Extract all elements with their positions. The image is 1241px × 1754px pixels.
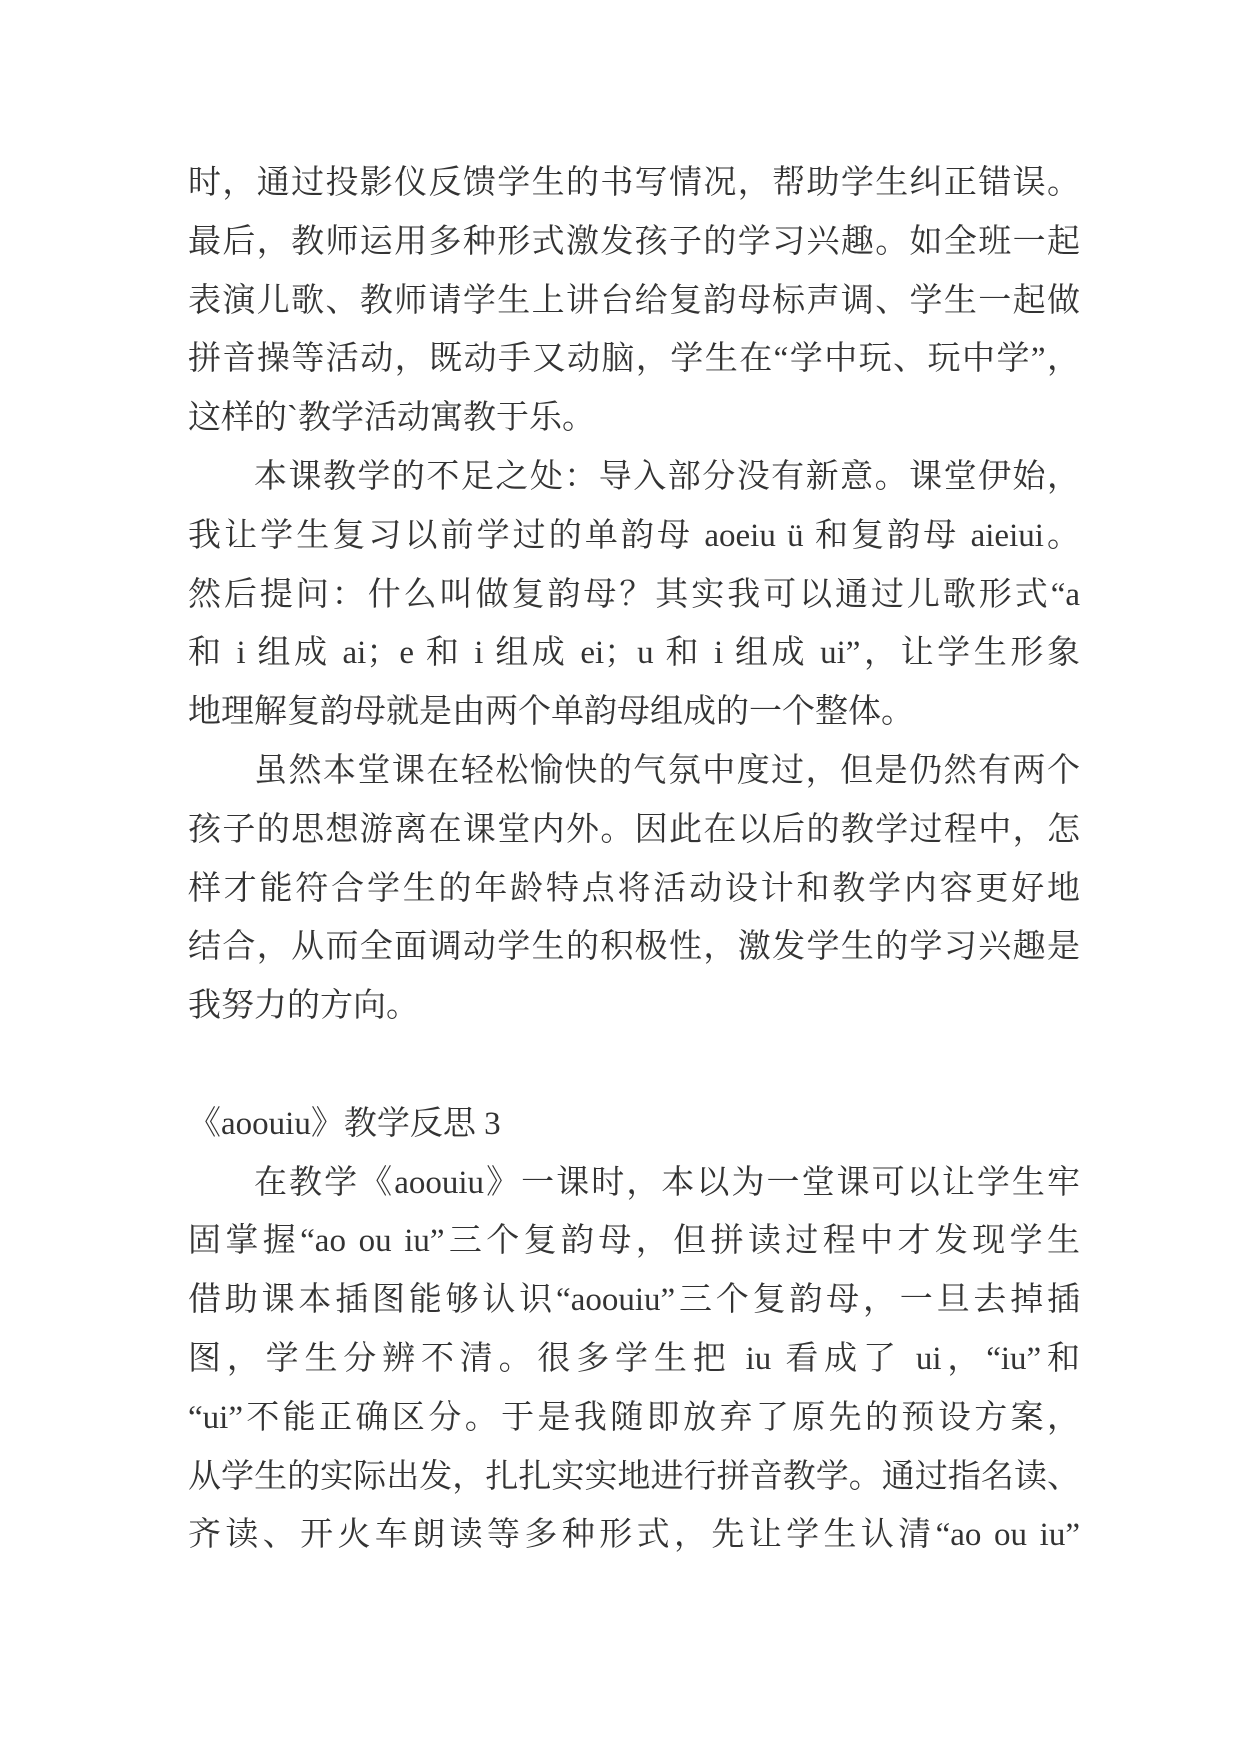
text-line: 虽然本堂课在轻松愉快的气氛中度过，但是仍然有两个: [254, 752, 1080, 789]
text-line: 孩子的思想游离在课堂内外。因此在以后的教学过程中，怎: [188, 811, 1080, 848]
text-line: 最后，教师运用多种形式激发孩子的学习兴趣。如全班一起: [188, 223, 1080, 260]
text-line: 拼音操等活动，既动手又动脑，学生在“学中玩、玩中学”，: [188, 341, 1080, 378]
text-line: 固掌握“ao ou iu”三个复韵母，但拼读过程中才发现学生: [188, 1223, 1080, 1260]
text-line: 齐读、开火车朗读等多种形式，先让学生认清“ao ou iu”: [188, 1517, 1080, 1554]
text-line: 从学生的实际出发，扎扎实实地进行拼音教学。通过指名读、: [188, 1458, 1080, 1495]
paragraph: [188, 742, 1080, 1036]
text-line: 本课教学的不足之处：导入部分没有新意。课堂伊始，: [254, 458, 1080, 495]
paragraph: [188, 1154, 1080, 1566]
text-line: 图，学生分辨不清。很多学生把 iu 看成了 ui，“iu”和: [188, 1340, 1080, 1377]
text-line: “ui”不能正确区分。于是我随即放弃了原先的预设方案，: [188, 1399, 1080, 1436]
paragraph-spacer: [188, 1036, 1080, 1095]
paragraph: [188, 154, 1080, 448]
text-line: 样才能符合学生的年龄特点将活动设计和教学内容更好地: [188, 870, 1080, 907]
paragraph: [188, 448, 1080, 742]
text-line: 借助课本插图能够认识“aoouiu”三个复韵母，一旦去掉插: [188, 1282, 1080, 1319]
text-line: 在教学《aoouiu》一课时，本以为一堂课可以让学生牢: [254, 1164, 1080, 1201]
text-line: 和 i 组成 ai；e 和 i 组成 ei；u 和 i 组成 ui”，让学生形象: [188, 635, 1080, 672]
text-line: 地理解复韵母就是由两个单韵母组成的一个整体。: [188, 694, 914, 731]
text-line: 表演儿歌、教师请学生上讲台给复韵母标声调、学生一起做: [188, 282, 1080, 319]
text-line: 然后提问：什么叫做复韵母？其实我可以通过儿歌形式“a: [188, 576, 1080, 613]
text-line: 我让学生复习以前学过的单韵母 aoeiu ü 和复韵母 aieiui。: [188, 517, 1080, 554]
text-line: 这样的`教学活动寓教于乐。: [188, 400, 595, 437]
text-line: 我努力的方向。: [188, 988, 419, 1025]
text-line: 时，通过投影仪反馈学生的书写情况，帮助学生纠正错误。: [188, 165, 1080, 201]
section-heading-text: 《aoouiu》教学反思 3: [188, 1105, 501, 1142]
text-line: 结合，从而全面调动学生的积极性，激发学生的学习兴趣是: [188, 929, 1080, 966]
document-body: [188, 154, 1080, 1565]
section-heading: [188, 1095, 1080, 1154]
